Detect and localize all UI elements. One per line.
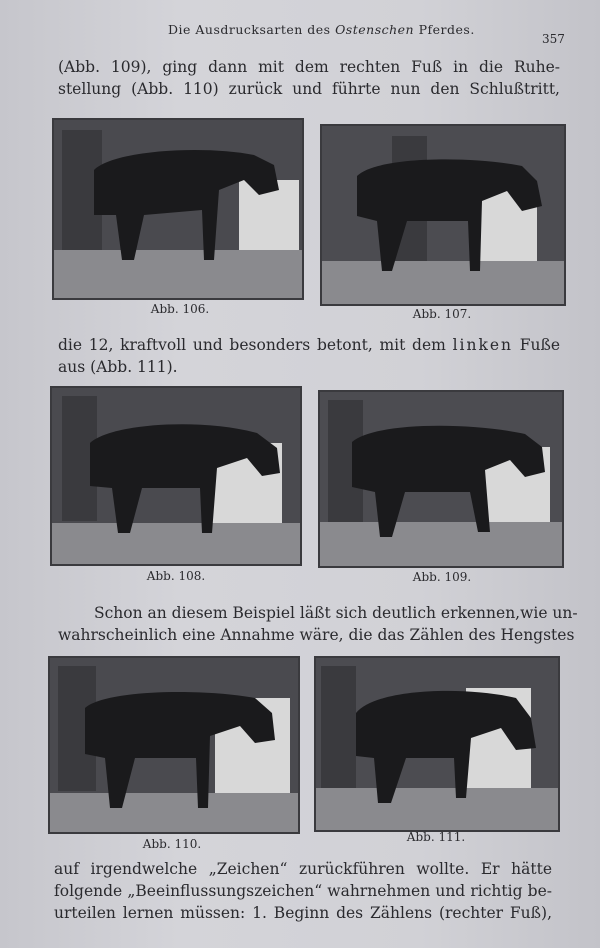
text-line: folgende „Beeinflussungszeichen“ wahrnehmen und richtig be- (54, 882, 552, 900)
text-line: urteilen lernen müssen: 1. Beginn des Zählens (rechter Fuß), (54, 904, 552, 922)
paragraph-2 (58, 334, 560, 378)
text-line: (Abb. 109), ging dann mit dem rechten Fuß in die Ruhe- (58, 58, 560, 76)
text-line: wahrscheinlich eine Annahme wäre, die das Zählen des Hengstes (58, 626, 575, 644)
figure-photo-109 (318, 390, 564, 568)
title-prefix: Die Ausdrucksarten des (168, 22, 336, 37)
paragraph-1 (58, 56, 560, 100)
horse-photo-image (52, 388, 300, 564)
figure-caption: Abb. 110. (142, 837, 202, 851)
figure-photo-106 (52, 118, 304, 300)
spaced-word: linken (452, 336, 514, 354)
figure-caption: Abb. 106. (150, 302, 210, 316)
page-number: 357 (542, 32, 565, 46)
figure-caption: Abb. 108. (146, 569, 206, 583)
figure-photo-111 (314, 656, 560, 832)
text-line: auf irgendwelche „Zeichen“ zurückführen wollte. Er hätte (54, 860, 552, 878)
text-span: Fuße (513, 336, 560, 354)
running-header (0, 22, 600, 46)
horse-photo-image (54, 120, 302, 298)
title-name: Ostenschen (335, 22, 415, 37)
text-span: die 12, kraftvoll und besonders betont, mit dem (58, 336, 453, 354)
figure-caption: Abb. 111. (406, 830, 466, 844)
horse-photo-image (316, 658, 558, 830)
figure-photo-107 (320, 124, 566, 306)
running-title (168, 22, 475, 37)
figure-photo-108 (50, 386, 302, 566)
paragraph-3 (58, 602, 578, 646)
text-line: aus (Abb. 111). (58, 358, 178, 376)
text-line (58, 334, 560, 356)
title-suffix: Pferdes. (414, 22, 475, 37)
horse-photo-image (50, 658, 298, 832)
figure-caption: Abb. 109. (412, 570, 472, 584)
horse-photo-image (322, 126, 564, 304)
text-line: stellung (Abb. 110) zurück und führte nun den Schlußtritt, (58, 80, 560, 98)
paragraph-4 (54, 858, 552, 924)
horse-photo-image (320, 392, 562, 566)
figure-caption: Abb. 107. (412, 307, 472, 321)
text-line: Schon an diesem Beispiel läßt sich deutlich erkennen,wie un- (94, 604, 578, 622)
figure-photo-110 (48, 656, 300, 834)
